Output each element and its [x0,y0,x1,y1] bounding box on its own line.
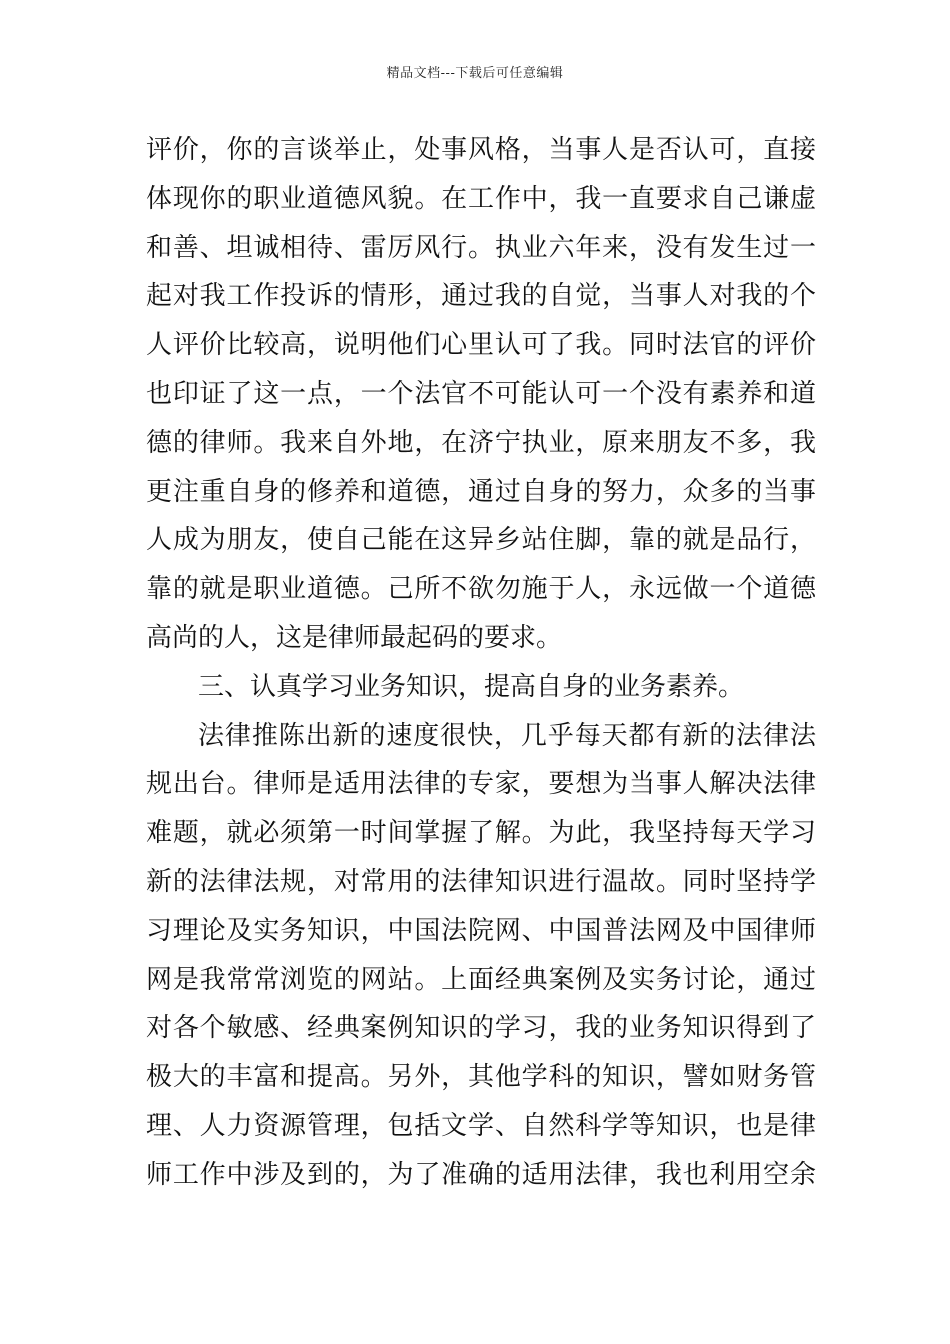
section-heading: 三、认真学习业务知识，提高自身的业务素养。 [198,671,745,702]
paragraph-line: 也印证了这一点，一个法官不可能认可一个没有素养和道 [146,378,816,409]
paragraph-line: 理、人力资源管理，包括文学、自然科学等知识，也是律 [146,1110,816,1141]
paragraph-line: 新的法律法规，对常用的法律知识进行温故。同时坚持学 [146,866,816,897]
document-body [146,126,816,1200]
paragraph-line: 和善、坦诚相待、雷厉风行。执业六年来，没有发生过一 [146,232,816,263]
paragraph-line: 网是我常常浏览的网站。上面经典案例及实务讨论，通过 [146,964,816,995]
paragraph-line: 人成为朋友，使自己能在这异乡站住脚，靠的就是品行， [146,525,816,556]
paragraph-line: 规出台。律师是适用法律的专家，要想为当事人解决法律 [146,769,816,800]
paragraph-line: 法律推陈出新的速度很快，几乎每天都有新的法律法 [198,720,816,751]
page-header: 精品文档---下载后可任意编辑 [386,66,564,81]
paragraph-line: 更注重自身的修养和道德，通过自身的努力，众多的当事 [146,476,816,507]
paragraph-line: 德的律师。我来自外地，在济宁执业，原来朋友不多，我 [146,427,816,458]
paragraph-line: 习理论及实务知识，中国法院网、中国普法网及中国律师 [146,915,816,946]
paragraph-line: 靠的就是职业道德。己所不欲勿施于人，永远做一个道德 [146,574,816,605]
paragraph-line: 人评价比较高，说明他们心里认可了我。同时法官的评价 [146,330,816,361]
paragraph-line: 体现你的职业道德风貌。在工作中，我一直要求自己谦虚 [146,183,816,214]
paragraph-line: 极大的丰富和提高。另外，其他学科的知识，譬如财务管 [146,1062,816,1093]
paragraph-line: 难题，就必须第一时间掌握了解。为此，我坚持每天学习 [146,818,816,849]
paragraph-line: 高尚的人，这是律师最起码的要求。 [146,622,563,653]
paragraph-line: 对各个敏感、经典案例知识的学习，我的业务知识得到了 [146,1013,816,1044]
paragraph-line: 评价，你的言谈举止，处事风格，当事人是否认可，直接 [146,135,816,165]
paragraph-line: 起对我工作投诉的情形，通过我的自觉，当事人对我的个 [146,281,816,312]
paragraph-line: 师工作中涉及到的，为了准确的适用法律，我也利用空余 [146,1159,816,1190]
